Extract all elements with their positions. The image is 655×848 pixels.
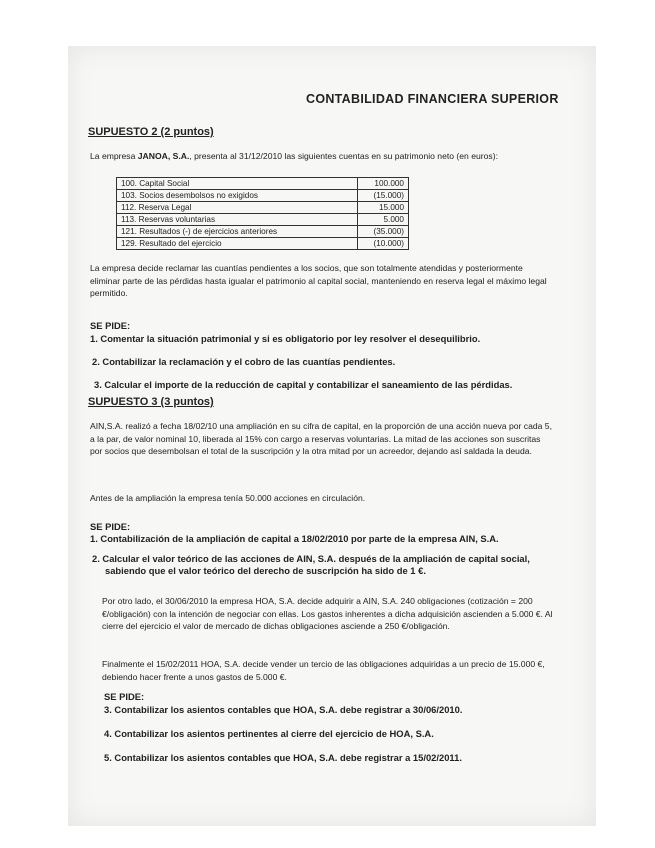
supuesto-2-item-2: 2. Contabilizar la reclamación y el cobro de las cuantías pendientes.: [92, 356, 396, 367]
supuesto-3-item-2: 2. Calcular el valor teórico de las acciones de AIN, S.A. después de la ampliación de capital social, sabiendo que el valor teórico del derecho de suscripción ha sido de 1 €.: [92, 553, 530, 576]
company-name: JANOA, S.A.: [137, 151, 190, 161]
account-value: 100.000: [358, 178, 409, 190]
account-label: 113. Reservas voluntarias: [117, 214, 358, 226]
supuesto-3-item-1: 1. Contabilización de la ampliación de capital a 18/02/2010 por parte de la empresa AIN, S.A.: [90, 533, 499, 544]
supuesto-3-se-pide: SE PIDE:: [90, 521, 131, 532]
supuesto-3-paragraph-2: Antes de la ampliación la empresa tenía 50.000 acciones en circulación.: [90, 493, 366, 503]
account-row: [117, 238, 409, 250]
account-row: [117, 226, 409, 238]
account-row: [117, 190, 409, 202]
account-value: 15.000: [358, 202, 409, 214]
intro-text: La empresa: [90, 151, 138, 161]
account-label: 100. Capital Social: [117, 178, 358, 190]
supuesto-2-intro: [90, 150, 570, 163]
account-row: [117, 214, 409, 226]
account-value: (10.000): [358, 238, 409, 250]
supuesto-3-paragraph-3: Por otro lado, el 30/06/2010 la empresa HOA, S.A. decide adquirir a AIN, S.A. 240 obligaciones (cotización = 200 €/obligación) con la intención de negociar con ellas. Los gastos inherentes a dicha adquisición ascienden a 5.000 €. Al cierre del ejercicio el valor de mercado de dichas obligaciones asciende a 250 €/obligación.: [102, 596, 553, 632]
supuesto-3-item-3: 3. Contabilizar los asientos contables que HOA, S.A. debe registrar a 30/06/2010.: [104, 704, 463, 715]
document-page: [68, 46, 596, 826]
supuesto-3-paragraph-1: AIN,S.A. realizó a fecha 18/02/10 una ampliación en su cifra de capital, en la proporción de una acción nueva por cada 5, a la par, de valor nominal 10, liberada al 15% con cargo a reservas voluntarias. La mitad de las acciones son suscritas por socios que desembolsan el total de la suscripción y la otra mitad por un acreedor, dejando así saldada la deuda.: [90, 421, 552, 457]
supuesto-3-heading: SUPUESTO 3 (3 puntos): [88, 396, 214, 408]
account-label: 129. Resultado del ejercicio: [117, 238, 358, 250]
supuesto-3-se-pide-2: SE PIDE:: [104, 691, 145, 702]
supuesto-2-se-pide: SE PIDE:: [90, 320, 131, 331]
supuesto-2-item-1: 1. Comentar la situación patrimonial y si es obligatorio por ley resolver el desequilibrio.: [90, 333, 481, 344]
account-value: 5.000: [358, 214, 409, 226]
supuesto-3-paragraph-4: Finalmente el 15/02/2011 HOA, S.A. decide vender un tercio de las obligaciones adquiridas a un precio de 15.000 €, debiendo hacer frente a unos gastos de 5.000 €.: [102, 659, 545, 682]
account-row: [117, 202, 409, 214]
account-row: [117, 178, 409, 190]
supuesto-2-heading: SUPUESTO 2 (2 puntos): [88, 126, 214, 138]
account-label: 112. Reserva Legal: [117, 202, 358, 214]
account-value: (35.000): [358, 226, 409, 238]
supuesto-3-item-5: 5. Contabilizar los asientos contables que HOA, S.A. debe registrar a 15/02/2011.: [104, 752, 462, 763]
supuesto-2-item-3: 3. Calcular el importe de la reducción de capital y contabilizar el saneamiento de las pérdidas.: [94, 379, 513, 390]
document-title: CONTABILIDAD FINANCIERA SUPERIOR: [306, 92, 559, 106]
account-value: (15.000): [358, 190, 409, 202]
account-label: 103. Socios desembolsos no exigidos: [117, 190, 358, 202]
equity-accounts-table: [116, 177, 409, 250]
intro-text-end: , presenta al 31/12/2010 las siguientes cuentas en su patrimonio neto (en euros):: [189, 151, 498, 161]
supuesto-3-item-4: 4. Contabilizar los asientos pertinentes al cierre del ejercicio de HOA, S.A.: [104, 728, 434, 739]
account-label: 121. Resultados (-) de ejercicios anteriores: [117, 226, 358, 238]
supuesto-2-paragraph: La empresa decide reclamar las cuantías pendientes a los socios, que son totalmente atendidas y posteriormente eliminar parte de las pérdidas hasta igualar el patrimonio al capital social, manteniendo en reserva legal el máximo legal permitido.: [90, 263, 547, 299]
